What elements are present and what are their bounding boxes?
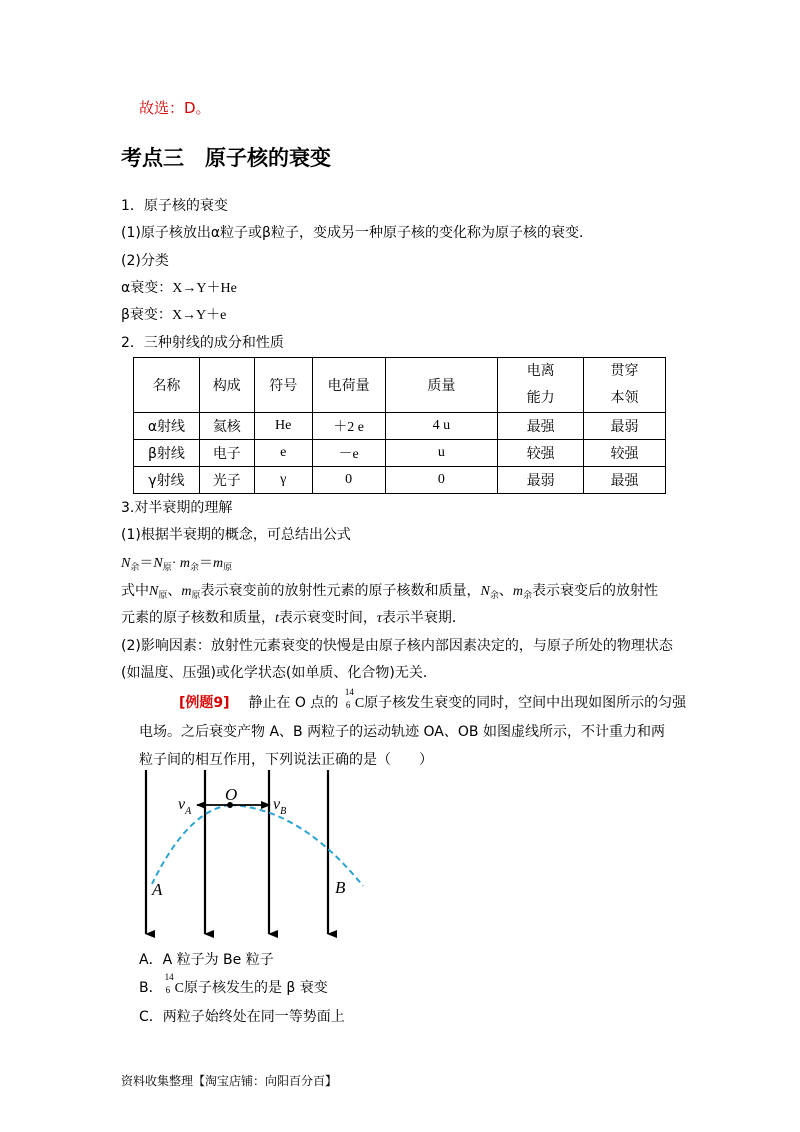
table-cell: 最弱 bbox=[498, 467, 584, 494]
table-cell: ＋2 e bbox=[312, 413, 385, 440]
p3-heading: 3.对半衰期的理解 bbox=[121, 500, 233, 516]
table-row bbox=[134, 467, 666, 494]
p1-heading: 1．原子核的衰变 bbox=[121, 198, 228, 214]
explain-line1: 式中$N_原$、$m_原$表示衰变前的放射性元素的原子核数和质量，$N_余$、$m_余$表示衰变后的放射性 bbox=[121, 583, 658, 601]
label-b: B bbox=[335, 878, 346, 897]
table-cell: 光子 bbox=[199, 467, 254, 494]
table-cell: α射线 bbox=[134, 413, 200, 440]
p3-item1: (1)根据半衰期的概念，可总结出公式 bbox=[121, 527, 351, 543]
table-cell: 0 bbox=[385, 467, 498, 494]
footer: 资料收集整理【淘宝店铺：向阳百分百】 bbox=[121, 1074, 338, 1088]
example-line1: [例题9] 静止在 O 点的 14 6 C原子核发生衰变的同时，空间中出现如图所示的匀强 bbox=[179, 687, 687, 711]
table-cell: 较强 bbox=[584, 440, 666, 467]
table-header-cell: 构成 bbox=[199, 358, 254, 413]
p1-classify: (2)分类 bbox=[121, 253, 169, 269]
table-cell: γ bbox=[254, 467, 312, 494]
label-va: $v_A$ bbox=[178, 796, 192, 817]
beta-decay-label: β衰变： bbox=[121, 307, 172, 323]
label-vb: $v_B$ bbox=[273, 796, 287, 817]
carbon14-isotope: 14 6 bbox=[344, 687, 354, 710]
formula-m: m bbox=[213, 556, 224, 571]
table-cell: He bbox=[254, 413, 312, 440]
answer-line: 故选：D。 bbox=[139, 99, 211, 117]
table-header-row bbox=[134, 358, 666, 413]
table-cell: u bbox=[385, 440, 498, 467]
table-cell: 4 u bbox=[385, 413, 498, 440]
formula-sub: 原 bbox=[223, 562, 233, 572]
p3-item2-line2: (如温度、压强)或化学状态(如单质、化合物)无关． bbox=[121, 665, 437, 681]
alpha-decay bbox=[121, 277, 237, 297]
radiation-table bbox=[133, 357, 666, 494]
formula-eq: ＝ bbox=[199, 556, 214, 571]
p1-text: (1)原子核放出α粒子或β粒子，变成另一种原子核的变化称为原子核的衰变． bbox=[121, 225, 593, 241]
formula-eq: ＝ bbox=[139, 556, 154, 571]
label-o: O bbox=[225, 785, 238, 804]
alpha-decay-equation: X→Y＋He bbox=[172, 281, 237, 296]
half-life-formula bbox=[121, 552, 232, 573]
table-header-cell: 电荷量 bbox=[312, 358, 385, 413]
table-row bbox=[134, 440, 666, 467]
formula-sub: 余 bbox=[190, 562, 200, 572]
formula-n: N bbox=[121, 556, 131, 571]
table-cell: 最强 bbox=[498, 413, 584, 440]
table-header-cell: 质量 bbox=[385, 358, 498, 413]
option-c: C．两粒子始终处在同一等势面上 bbox=[139, 1009, 345, 1025]
trajectory-ob bbox=[230, 805, 363, 886]
table-cell: 较强 bbox=[498, 440, 584, 467]
beta-decay-equation: X→Y＋e bbox=[171, 308, 227, 323]
table-cell: －e bbox=[312, 440, 385, 467]
option-a: A．A 粒子为 Be 粒子 bbox=[139, 952, 274, 968]
example-text: 原子核发生衰变的同时，空间中出现如图所示的匀强 bbox=[364, 695, 687, 711]
table-header-cell: 名称 bbox=[134, 358, 200, 413]
table-header-cell: 贯穿 本领 bbox=[584, 358, 666, 413]
explain-line2: 元素的原子核数和质量，t表示衰变时间，τ表示半衰期． bbox=[121, 610, 466, 626]
alpha-decay-label: α衰变： bbox=[121, 280, 173, 296]
table-cell: 最弱 bbox=[584, 413, 666, 440]
section-title: 考点三 原子核的衰变 bbox=[121, 146, 331, 170]
electric-field-figure bbox=[130, 768, 380, 940]
table-cell: e bbox=[254, 440, 312, 467]
example-text: 静止在 O 点的 bbox=[248, 695, 339, 711]
table-cell: 氦核 bbox=[199, 413, 254, 440]
example-tag: [例题9] bbox=[179, 695, 230, 711]
table-cell: 最强 bbox=[584, 467, 666, 494]
table-cell: β射线 bbox=[134, 440, 200, 467]
p2-heading: 2．三种射线的成分和性质 bbox=[121, 335, 284, 351]
table-cell: 电子 bbox=[199, 440, 254, 467]
table-cell: 0 bbox=[312, 467, 385, 494]
table-cell: γ射线 bbox=[134, 467, 200, 494]
formula-n: N bbox=[153, 556, 163, 571]
formula-sep: · bbox=[171, 556, 177, 571]
example-line3: 粒子间的相互作用，下列说法正确的是（ ） bbox=[139, 752, 433, 768]
formula-sub: 余 bbox=[130, 562, 140, 572]
example-line2: 电场。之后衰变产物 A、B 两粒子的运动轨迹 OA、OB 如图虚线所示，不计重力和两 bbox=[139, 724, 665, 740]
formula-sub: 原 bbox=[162, 562, 172, 572]
formula-m: m bbox=[179, 556, 191, 571]
table-row bbox=[134, 413, 666, 440]
p3-item2-line1: (2)影响因素：放射性元素衰变的快慢是由原子核内部因素决定的，与原子所处的物理状态 bbox=[121, 638, 673, 654]
carbon14-isotope: 14 6 bbox=[164, 972, 174, 995]
beta-decay bbox=[121, 304, 226, 324]
option-b: B． 14 6 C原子核发生的是 β 衰变 bbox=[139, 972, 328, 996]
label-a: A bbox=[152, 880, 163, 899]
table-header-cell: 电离 能力 bbox=[498, 358, 584, 413]
table-header-cell: 符号 bbox=[254, 358, 312, 413]
